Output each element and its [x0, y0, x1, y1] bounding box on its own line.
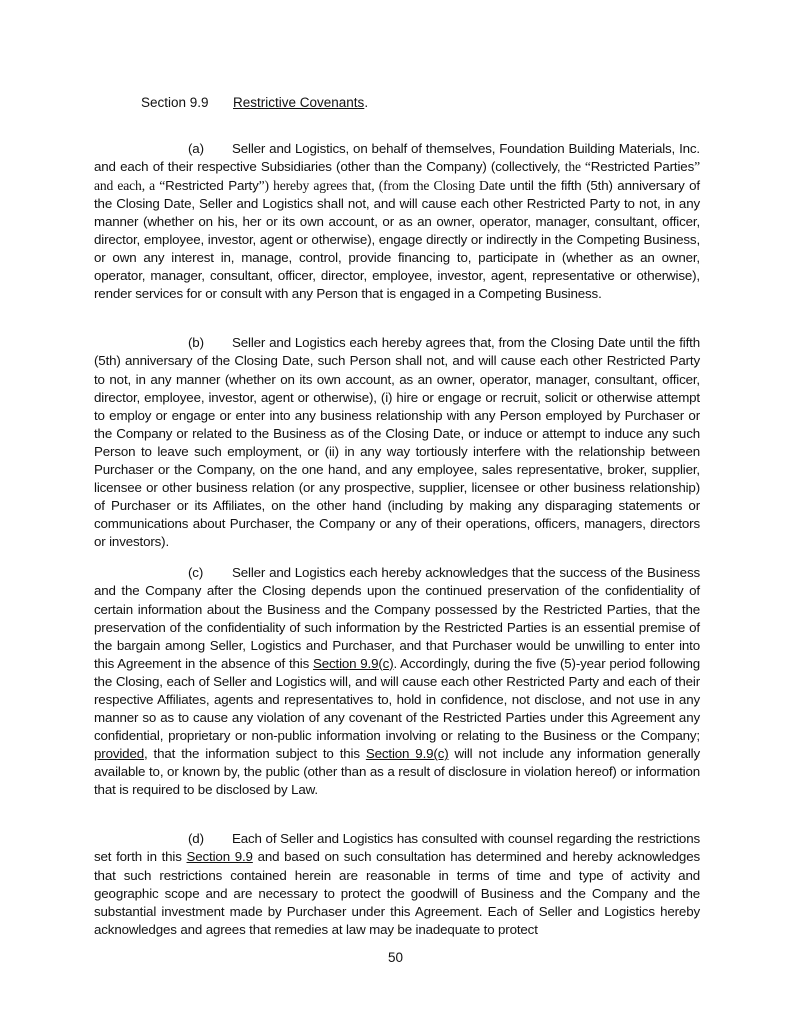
paragraph-a-text-6: ”) hereby agrees that, (from the Closing Dat: [258, 177, 499, 193]
paragraph-a-text-4: ” and each, a “: [94, 159, 700, 193]
paragraph-c-text-2: . Accordingly, during the five (5)-year period following the Closing, each of Seller and Logistics will, and will cause each other Restricted Party and each of their respective Affiliates, agents and representatives to, hold in confidence, not disclose, and not use in any manner so as to cause any violation of any covenant of the Restricted Parties under this Agreement any confidential, proprietary or non-public information involving or relating to the Business or the Company;: [94, 655, 700, 744]
paragraph-c-text-3: , that the information subject to this: [144, 746, 366, 762]
paragraph-c-text-4: will not include any information generally available to, or known by, the public (other than as a result of disclosure in violation hereof) or information that is required to be disclosed by Law.: [94, 746, 700, 798]
paragraph-a-text-7: e until the fifth (5th) anniversary of the Closing Date, Seller and Logistics shall not, and will cause each other Restricted Party to not, in any manner (whether on his, her or its own account, or as an owner, operator, manager, consultant, officer, director, employee, investor, agent or otherwise), engage directly or indirectly in the Competing Business, or own any interest in, manage, control, provide financing to, participate in (whether as an owner, operator, manager, consultant, officer, director, employee, investor, agent, representative or otherwise), render services for or consult with any Person that is engaged in a Competing Business.: [94, 177, 700, 302]
paragraph-c-text-1: Seller and Logistics each hereby acknowledges that the success of the Business and the Company after the Closing depends upon the continued preservation of the confidentiality of certain information about the Business and the Company possessed by the Restricted Parties, that the preservation of the confidentiality of such information by the Restricted Parties is an essential premise of the bargain among Seller, Logistics and Purchaser, and that Purchaser would be unwilling to enter into this Agreement in the absence of this: [94, 565, 700, 671]
section-title: Restrictive Covenants: [233, 95, 365, 110]
paragraph-c: [94, 564, 700, 799]
section-reference-9-9: Section 9.9: [186, 849, 253, 865]
section-reference-9-9-c-second: Section 9.9(c): [365, 746, 449, 762]
paragraph-label-d: (d): [188, 831, 204, 847]
paragraph-d: [94, 830, 700, 939]
paragraph-label-a: (a): [188, 141, 204, 157]
paragraph-label-c: (c): [188, 565, 204, 581]
paragraph-b-text: Seller and Logistics each hereby agrees that, from the Closing Date until the fifth (5th) anniversary of the Closing Date, such Person shall not, and will cause each other Restricted Party to not, in any manner (whether on its own account, as an owner, operator, manager, consultant, officer, director, employee, investor, agent or otherwise), (i) hire or engage or recruit, solicit or otherwise attempt to employ or engage or enter into any business relationship with any Person employed by Purchaser or the Company or related to the Business as of the Closing Date, or induce or attempt to induce any such Person to leave such employment, or (ii) in any way tortiously interfere with the relationship between Purchaser or the Company, on the one hand, and any employee, sales representative, broker, supplier, licensee or other business relation (or any prospective, supplier, licensee or other business relationship) of Purchaser or its Affiliates, on the other hand (including by making any disparaging statements or communications about Purchaser, the Company or any of their operations, officers, managers, directors or investors).: [94, 335, 700, 550]
defined-term-restricted-parties: Restricted Parties: [590, 159, 695, 175]
paragraph-label-b: (b): [188, 335, 204, 351]
section-title-period: .: [364, 95, 369, 110]
section-reference-9-9-c: Section 9.9(c): [312, 655, 394, 671]
paragraph-d-text-2: and based on such consultation has determined and hereby acknowledges that such restrictions contained herein are reasonable in terms of time and type of activity and geographic scope and are necessary to protect the goodwill of Business and the Company and the substantial investment made by Purchaser under this Agreement. Each of Seller and Logistics hereby acknowledges and agrees that remedies at law may be inadequate to protect: [94, 849, 700, 937]
page-number: 50: [387, 950, 404, 965]
paragraph-a-text-2: the “: [564, 159, 591, 175]
defined-term-restricted-party: Restricted Party: [165, 177, 259, 193]
paragraph-a-text-1: Seller and Logistics, on behalf of themselves, Foundation Building Materials, Inc. and each of their respective Subsidiaries (other than the Company) (collectively,: [94, 141, 700, 175]
section-heading: [141, 95, 368, 111]
provided-term: provided: [94, 746, 144, 762]
paragraph-d-text-1: Each of Seller and Logistics has consulted with counsel regarding the restrictions set forth in this: [94, 831, 700, 865]
paragraph-a: [94, 140, 700, 303]
section-number: Section 9.9: [141, 95, 209, 110]
paragraph-b: [94, 334, 700, 551]
